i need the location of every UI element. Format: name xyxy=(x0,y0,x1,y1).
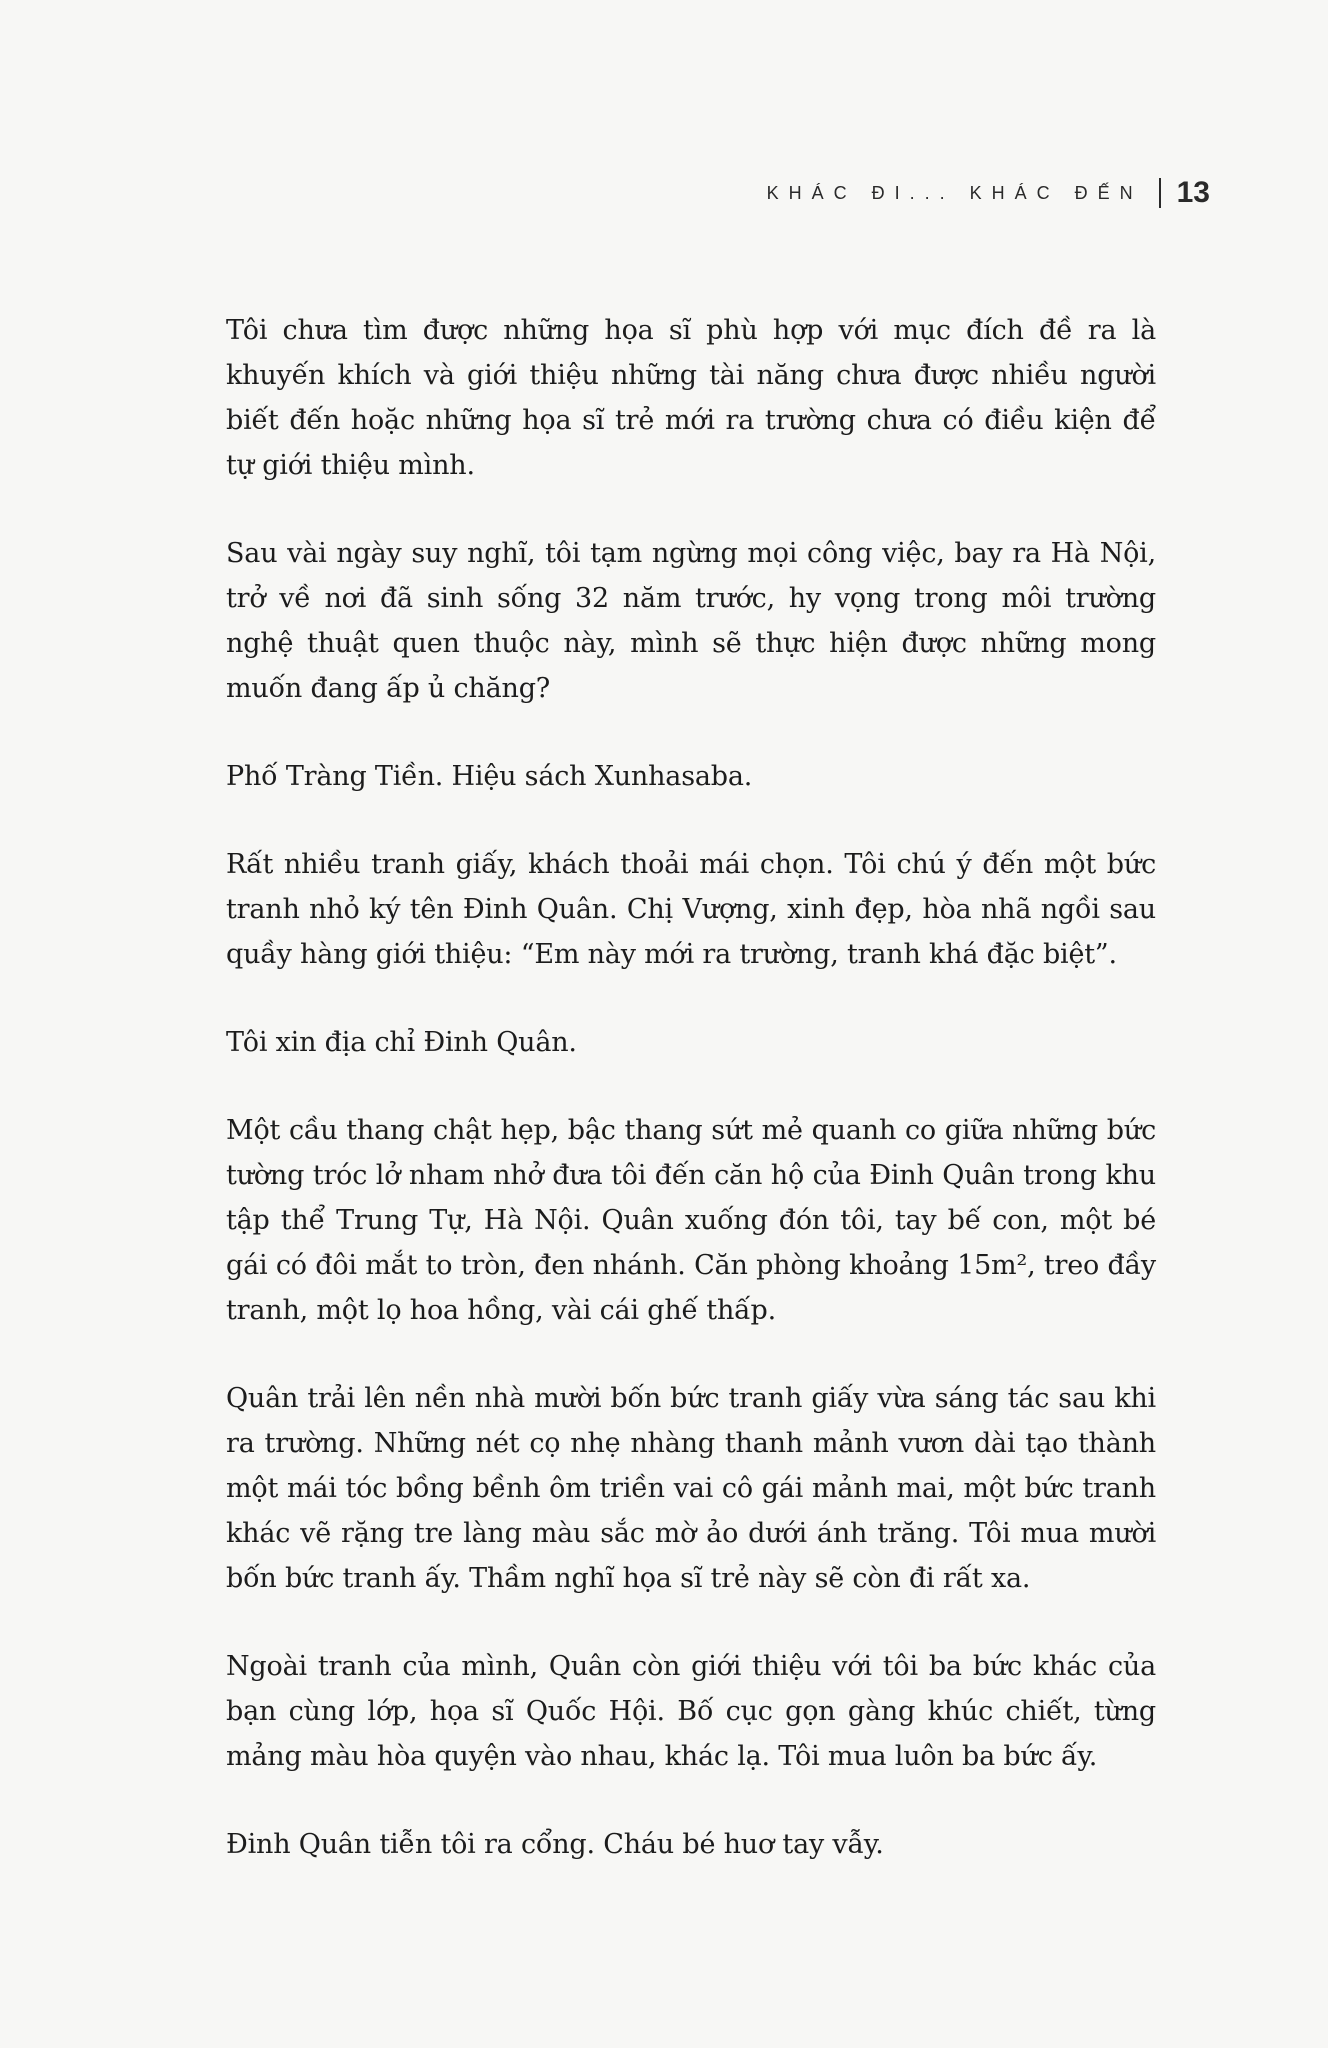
paragraph: Tôi xin địa chỉ Đinh Quân. xyxy=(226,1027,577,1058)
paragraph: Ngoài tranh của mình, Quân còn giới thiệu với tôi ba bức khác của bạn cùng lớp, họa sĩ Quốc Hội. Bố cục gọn gàng khúc chiết, từng mảng màu hòa quyện vào nhau, khác lạ. Tôi mua luôn ba bức ấy. xyxy=(226,1651,1156,1772)
page-header xyxy=(767,178,1210,208)
body-text xyxy=(226,308,1156,1867)
paragraph: Phố Tràng Tiền. Hiệu sách Xunhasaba. xyxy=(226,761,753,792)
paragraph: Sau vài ngày suy nghĩ, tôi tạm ngừng mọi công việc, bay ra Hà Nội, trở về nơi đã sinh sống 32 năm trước, hy vọng trong môi trường nghệ thuật quen thuộc này, mình sẽ thực hiện được những mong muốn đang ấp ủ chăng? xyxy=(226,538,1156,704)
paragraph: Rất nhiều tranh giấy, khách thoải mái chọn. Tôi chú ý đến một bức tranh nhỏ ký tên Đinh Quân. Chị Vượng, xinh đẹp, hòa nhã ngồi sau quầy hàng giới thiệu: “Em này mới ra trường, tranh khá đặc biệt”. xyxy=(226,849,1156,970)
paragraph: Quân trải lên nền nhà mười bốn bức tranh giấy vừa sáng tác sau khi ra trường. Những nét cọ nhẹ nhàng thanh mảnh vươn dài tạo thành một mái tóc bồng bềnh ôm triền vai cô gái mảnh mai, một bức tranh khác vẽ rặng tre làng màu sắc mờ ảo dưới ánh trăng. Tôi mua mười bốn bức tranh ấy. Thầm nghĩ họa sĩ trẻ này sẽ còn đi rất xa. xyxy=(226,1383,1156,1594)
paragraph: Đinh Quân tiễn tôi ra cổng. Cháu bé huơ tay vẫy. xyxy=(226,1829,884,1860)
header-divider xyxy=(1159,178,1161,208)
running-title: KHÁC ĐI... KHÁC ĐẾN xyxy=(766,182,1143,203)
paragraph: Tôi chưa tìm được những họa sĩ phù hợp với mục đích đề ra là khuyến khích và giới thiệu những tài năng chưa được nhiều người biết đến hoặc những họa sĩ trẻ mới ra trường chưa có điều kiện để tự giới thiệu mình. xyxy=(226,315,1156,481)
page-number: 13 xyxy=(1176,176,1210,209)
paragraph: Một cầu thang chật hẹp, bậc thang sứt mẻ quanh co giữa những bức tường tróc lở nham nhở đưa tôi đến căn hộ của Đinh Quân trong khu tập thể Trung Tự, Hà Nội. Quân xuống đón tôi, tay bế con, một bé gái có đôi mắt to tròn, đen nhánh. Căn phòng khoảng 15m², treo đầy tranh, một lọ hoa hồng, vài cái ghế thấp. xyxy=(226,1115,1156,1326)
